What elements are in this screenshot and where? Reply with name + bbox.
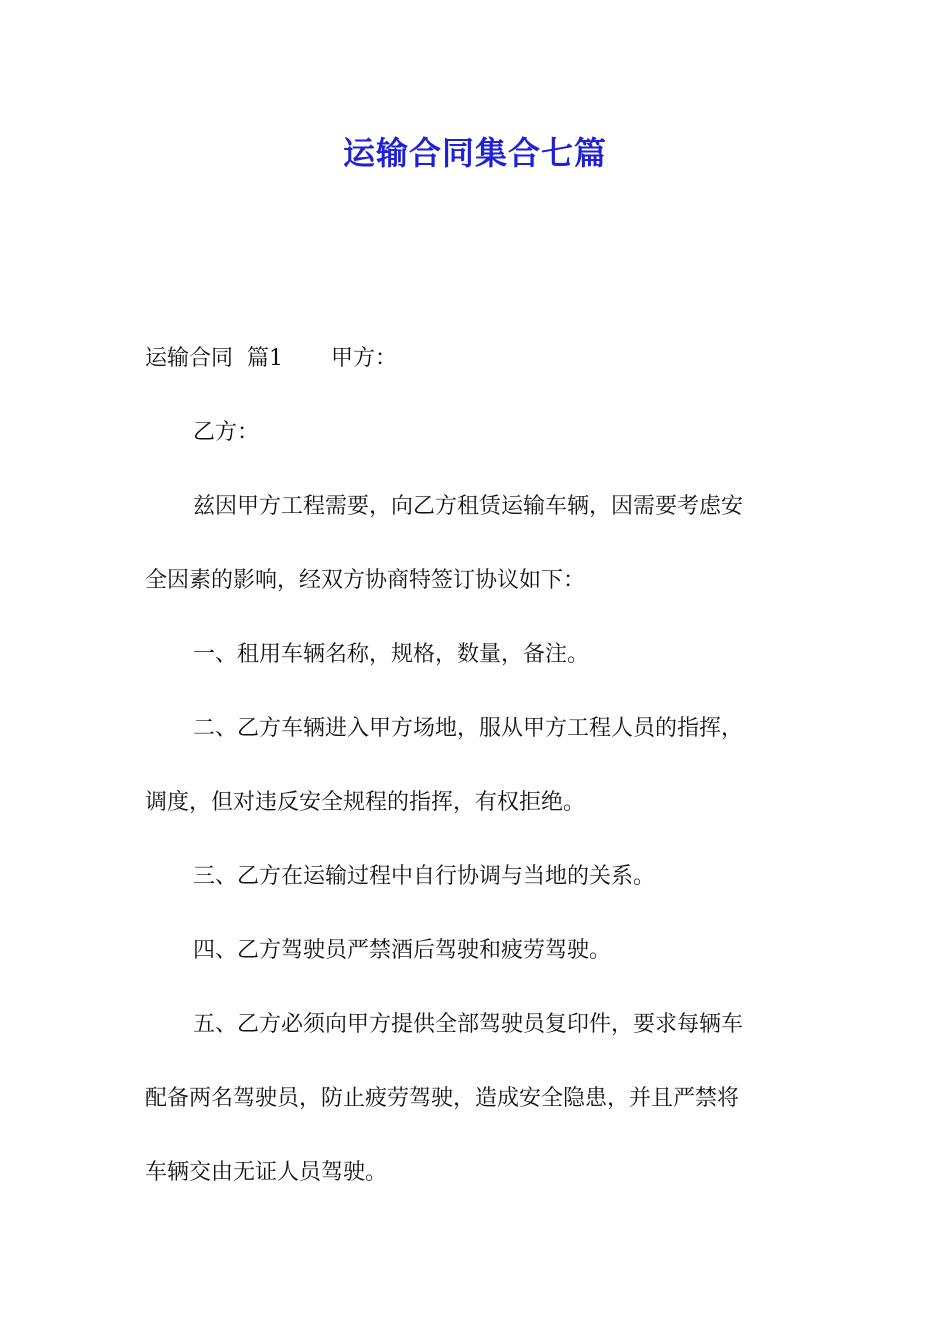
document-title: 运输合同集合七篇 — [342, 134, 607, 172]
party-b-label: 乙方： — [193, 420, 260, 445]
clause-3: 三、乙方在运输过程中自行协调与当地的关系。 — [193, 864, 656, 889]
clause-1: 一、租用车辆名称，规格，数量，备注。 — [193, 642, 590, 667]
section-heading: 运输合同 篇1 — [145, 346, 283, 371]
clause-5-line-3: 车辆交由无证人员驾驶。 — [145, 1160, 388, 1185]
paragraph-intro-line-1: 兹因甲方工程需要，向乙方租赁运输车辆，因需要考虑安 — [193, 494, 744, 519]
clause-2-line-2: 调度，但对违反安全规程的指挥，有权拒绝。 — [145, 790, 586, 815]
clause-2-line-1: 二、乙方车辆进入甲方场地，服从甲方工程人员的指挥， — [193, 716, 744, 741]
party-a-label: 甲方： — [330, 346, 397, 371]
section-heading-line — [145, 322, 810, 396]
document-body — [145, 322, 810, 1210]
clause-5-line-1: 五、乙方必须向甲方提供全部驾驶员复印件，要求每辆车 — [193, 1012, 744, 1037]
clause-4: 四、乙方驾驶员严禁酒后驾驶和疲劳驾驶。 — [193, 938, 612, 963]
paragraph-intro-line-2: 全因素的影响，经双方协商特签订协议如下： — [145, 568, 586, 593]
clause-5-line-2: 配备两名驾驶员，防止疲劳驾驶，造成安全隐患，并且严禁将 — [145, 1086, 740, 1111]
